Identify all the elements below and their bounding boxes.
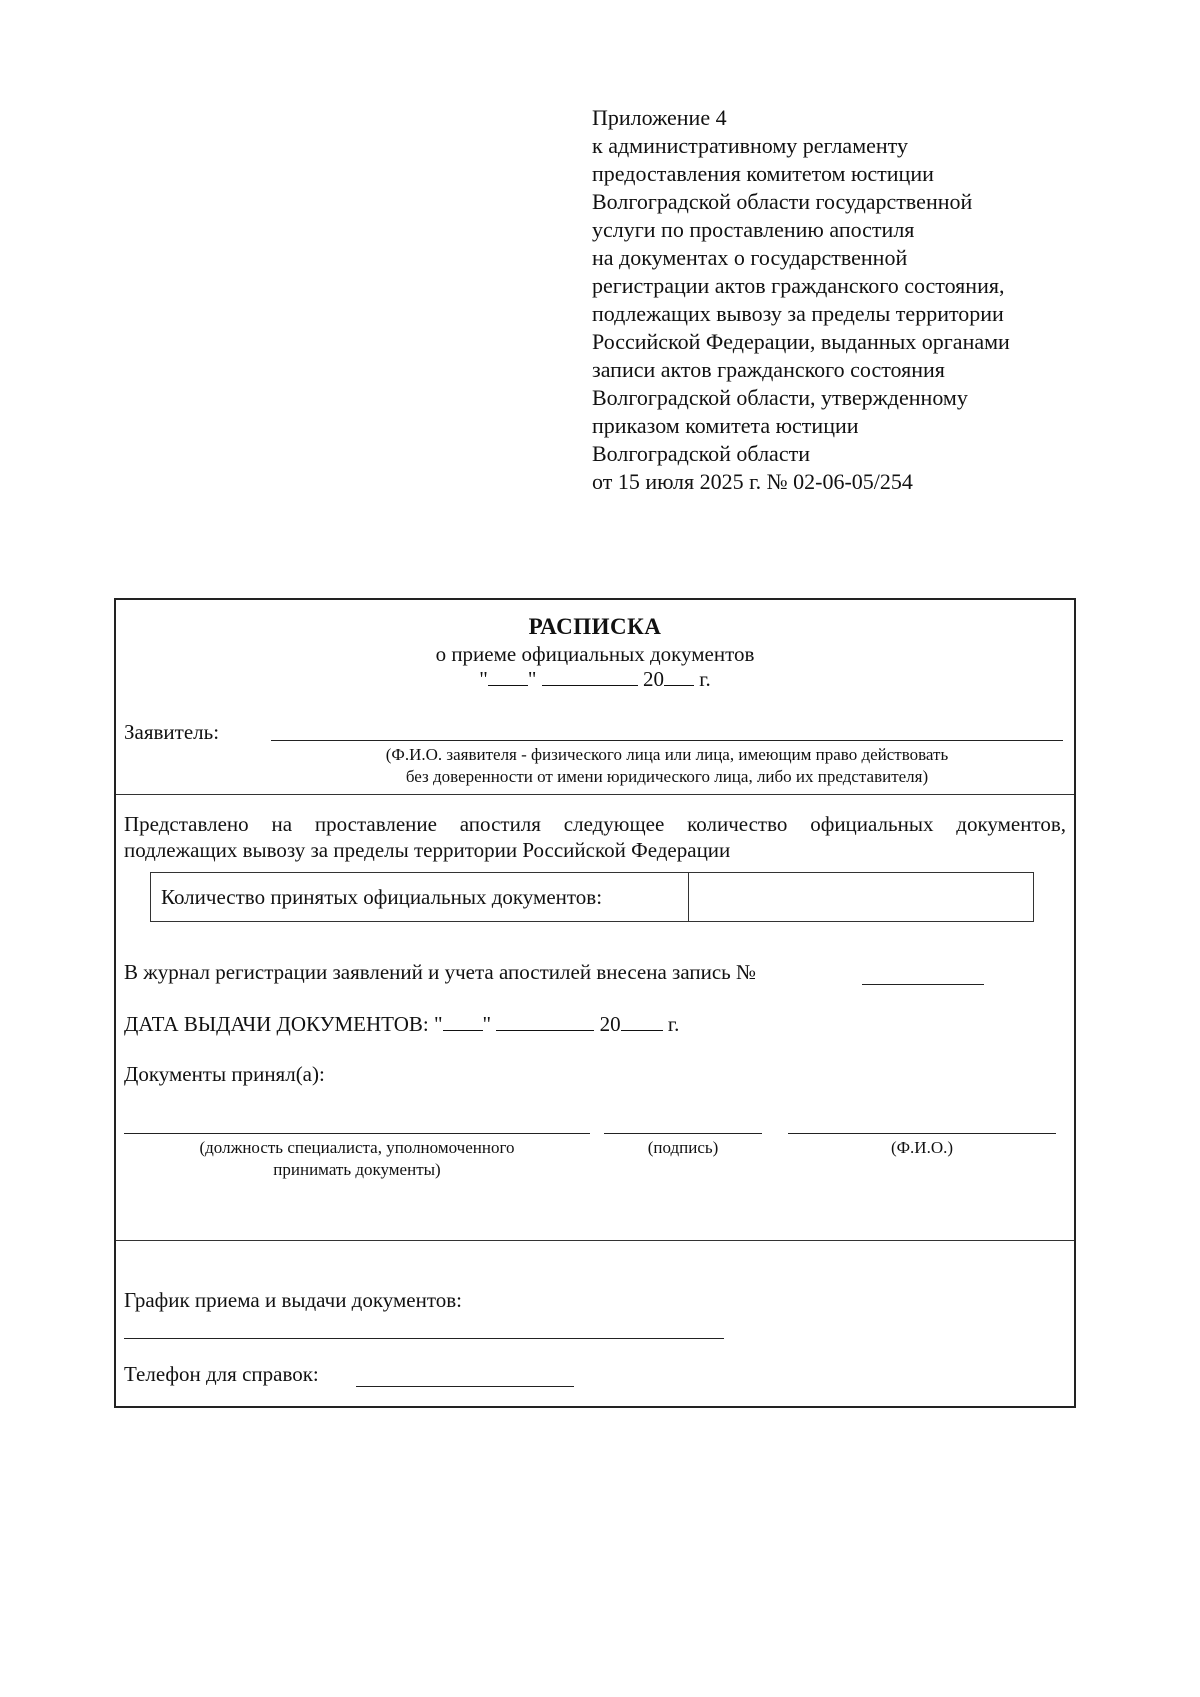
- appendix-line: от 15 июля 2025 г. № 02-06-05/254: [592, 469, 913, 494]
- count-value-field[interactable]: [691, 873, 1033, 921]
- applicant-hint-line1: (Ф.И.О. заявителя - физического лица или лица, имеющим право действовать: [385, 745, 949, 764]
- position-field[interactable]: [124, 1133, 590, 1134]
- issue-month-field[interactable]: [496, 1012, 594, 1031]
- position-hint-line2: принимать документы): [273, 1160, 441, 1179]
- appendix-line: Волгоградской области государственной: [592, 189, 973, 214]
- year-field[interactable]: [664, 667, 694, 686]
- appendix-header: [592, 104, 1112, 496]
- appendix-line: Приложение 4: [592, 105, 727, 130]
- appendix-line: на документах о государственной: [592, 245, 908, 270]
- appendix-line: предоставления комитетом юстиции: [592, 161, 934, 186]
- form-subtitle: о приеме официальных документов: [435, 642, 755, 666]
- appendix-line: к административному регламенту: [592, 133, 908, 158]
- schedule-label: График приема и выдачи документов:: [124, 1288, 462, 1312]
- submitted-text-line1: Представлено на проставление апостиля следующее количество официальных документов,: [124, 812, 1066, 836]
- appendix-line: Волгоградской области: [592, 441, 810, 466]
- appendix-line: Российской Федерации, выданных органами: [592, 329, 1010, 354]
- appendix-line: услуги по проставлению апостиля: [592, 217, 915, 242]
- day-field[interactable]: [488, 667, 528, 686]
- journal-number-field[interactable]: [862, 984, 984, 985]
- appendix-line: регистрации актов гражданского состояния,: [592, 273, 1005, 298]
- month-field[interactable]: [542, 667, 638, 686]
- issue-day-field[interactable]: [443, 1012, 483, 1031]
- applicant-field[interactable]: [271, 740, 1063, 741]
- appendix-line: приказом комитета юстиции: [592, 413, 859, 438]
- signature-field[interactable]: [604, 1133, 762, 1134]
- phone-field[interactable]: [356, 1386, 574, 1387]
- appendix-line: подлежащих вывозу за пределы территории: [592, 301, 1004, 326]
- appendix-line: записи актов гражданского состояния: [592, 357, 945, 382]
- receipt-form: [114, 598, 1076, 1408]
- name-hint: (Ф.И.О.): [890, 1138, 954, 1157]
- issue-date-quote-close: ": [482, 1012, 492, 1036]
- count-label: Количество принятых официальных документов:: [161, 885, 603, 909]
- date-quote-close: ": [527, 667, 537, 691]
- journal-text: В журнал регистрации заявлений и учета апостилей внесена запись №: [124, 960, 757, 984]
- section-divider: [116, 794, 1074, 795]
- date-quote-open: ": [479, 667, 488, 691]
- phone-label: Телефон для справок:: [124, 1362, 319, 1386]
- issue-date-year-prefix: 20: [599, 1012, 621, 1036]
- applicant-label: Заявитель:: [124, 720, 220, 744]
- position-hint-line1: (должность специалиста, уполномоченного: [199, 1138, 515, 1157]
- applicant-hint-line2: без доверенности от имени юридического лица, либо их представителя): [405, 767, 929, 786]
- accepted-label: Документы принял(а):: [124, 1062, 325, 1086]
- appendix-line: Волгоградской области, утвержденному: [592, 385, 968, 410]
- signature-hint: (подпись): [647, 1138, 719, 1157]
- count-separator: [688, 873, 689, 921]
- issue-year-field[interactable]: [621, 1012, 663, 1031]
- submitted-text-line2: подлежащих вывозу за пределы территории Российской Федерации: [124, 838, 731, 862]
- date-suffix: г.: [699, 667, 711, 691]
- receipt-date: [116, 667, 1074, 692]
- section-divider: [116, 1240, 1074, 1241]
- applicant-hint: [271, 744, 1063, 788]
- count-box: [150, 872, 1034, 922]
- schedule-field[interactable]: [124, 1338, 724, 1339]
- form-title: РАСПИСКА: [528, 614, 662, 639]
- issue-date-suffix: г.: [667, 1012, 680, 1036]
- date-year-prefix: 20: [642, 667, 664, 691]
- position-hint: [124, 1137, 590, 1181]
- name-field[interactable]: [788, 1133, 1056, 1134]
- issue-date-row: [124, 1012, 679, 1037]
- issue-date-label: ДАТА ВЫДАЧИ ДОКУМЕНТОВ: ": [124, 1012, 443, 1036]
